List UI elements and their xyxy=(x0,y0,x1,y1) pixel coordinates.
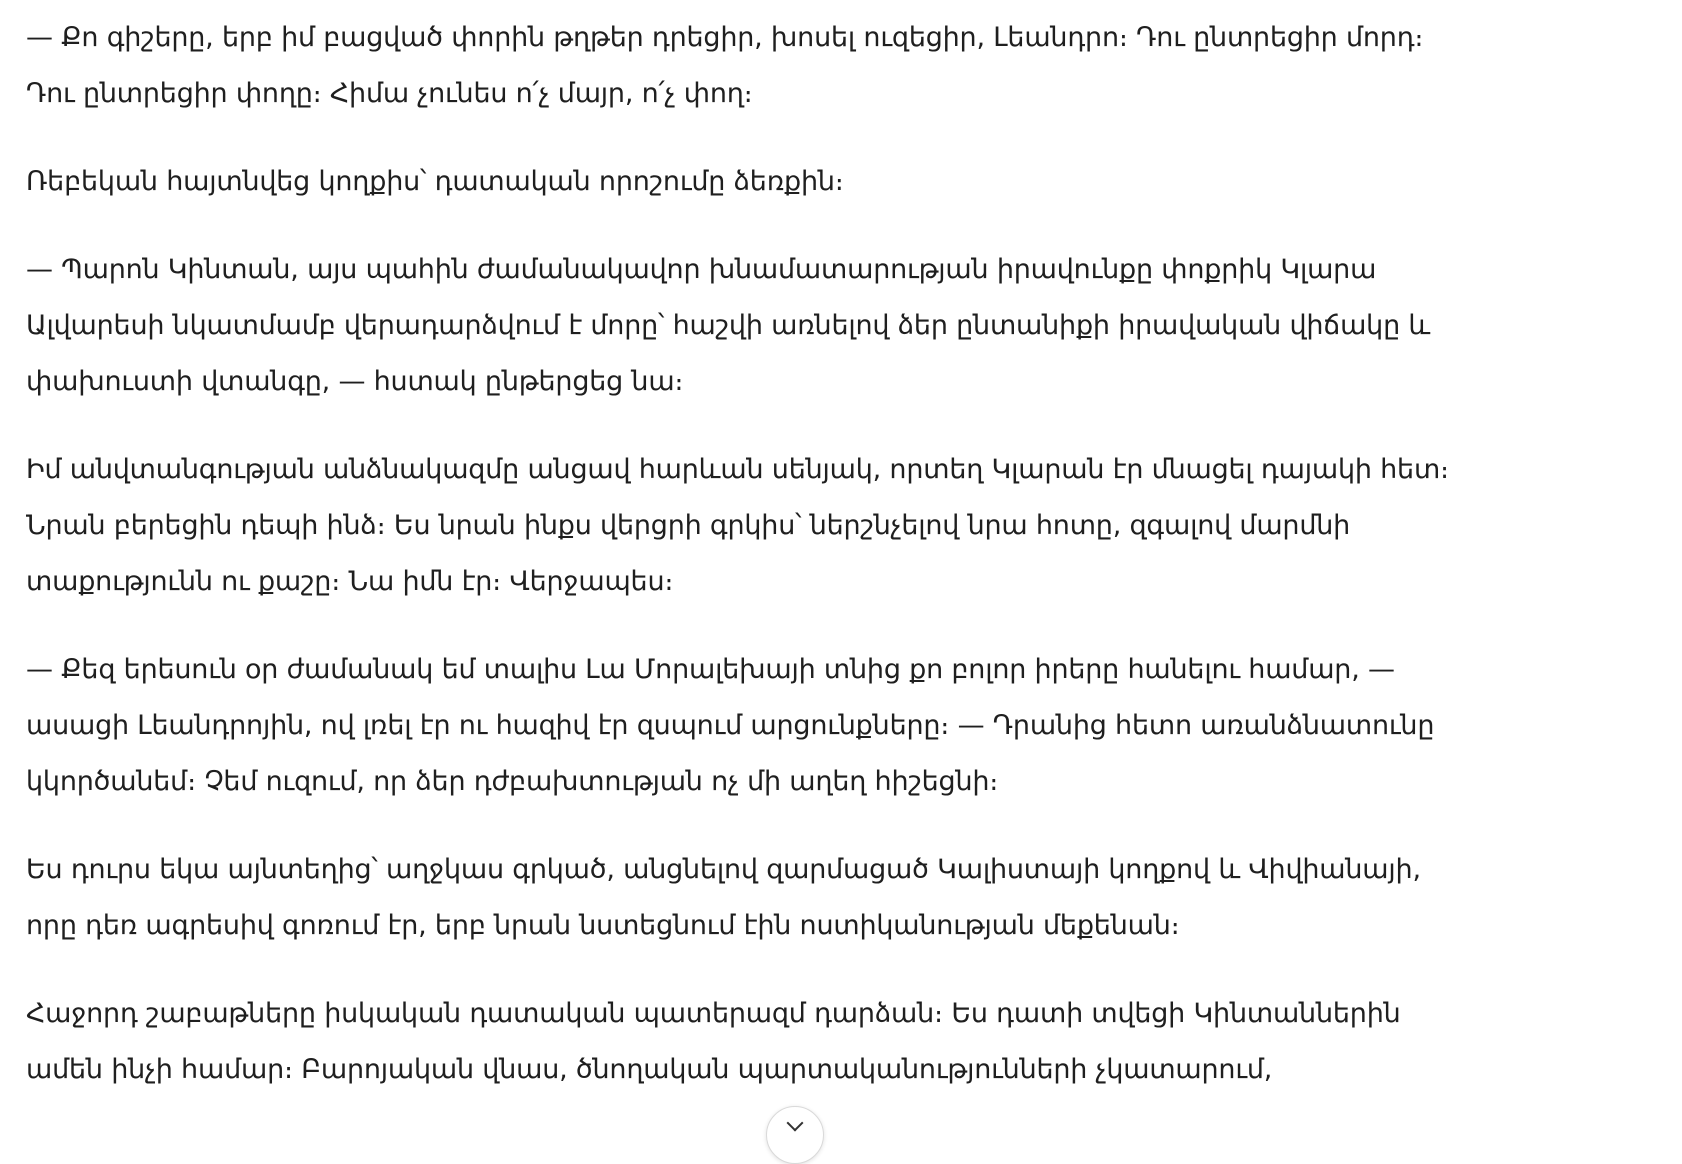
text-line: Ալվարեսի նկատմամբ վերադարձվում է մորը՝ հաշվի առնելով ձեր ընտանիքի իրավական վիճակը և xyxy=(26,310,1431,341)
paragraph xyxy=(26,642,1626,810)
text-line: Ռեբեկան հայտնվեց կողքիս՝ դատական որոշումը ձեռքին։ xyxy=(26,166,844,197)
text-line: — Պարոն Կինտան, այս պահին ժամանակավոր խնամատարության իրավունքը փոքրիկ Կլարա xyxy=(26,254,1377,285)
text-line: — Քո գիշերը, երբ իմ բացված փորին թղթեր դրեցիր, խոսել ուզեցիր, Լեանդրո։ Դու ընտրեցիր մորդ։ xyxy=(26,22,1424,53)
chevron-down-icon xyxy=(787,1115,804,1132)
paragraph xyxy=(26,442,1626,610)
paragraph xyxy=(26,842,1626,954)
paragraph xyxy=(26,10,1626,122)
text-line: ամեն ինչի համար։ Բարոյական վնաս, ծնողական պարտականությունների չկատարում, xyxy=(26,1054,1273,1085)
text-line: Ես դուրս եկա այնտեղից՝ աղջկաս գրկած, անցնելով զարմացած Կալիստայի կողքով և Վիվիանայի, xyxy=(26,854,1421,885)
text-line: Հաջորդ շաբաթները իսկական դատական պատերազմ դարձան։ Ես դատի տվեցի Կինտաններին xyxy=(26,998,1401,1029)
paragraph xyxy=(26,154,1626,210)
document-body xyxy=(26,10,1626,1130)
text-line: տաքությունն ու քաշը։ Նա իմն էր։ Վերջապես։ xyxy=(26,566,674,597)
paragraph xyxy=(26,242,1626,410)
text-line: կկործանեմ։ Չեմ ուզում, որ ձեր դժբախտության ոչ մի աղեղ հիշեցնի։ xyxy=(26,766,999,797)
text-line: Իմ անվտանգության անձնակազմը անցավ հարևան սենյակ, որտեղ Կլարան էր մնացել դայակի հետ։ xyxy=(26,454,1449,485)
text-line: — Քեզ երեսուն օր ժամանակ եմ տալիս Լա Մորալեխայի տնից քո բոլոր իրերը հանելու համար, — xyxy=(26,654,1395,685)
text-line: Դու ընտրեցիր փողը։ Հիմա չունես ո՛չ մայր, ո՛չ փող։ xyxy=(26,78,753,109)
text-line: Նրան բերեցին դեպի ինձ։ Ես նրան ինքս վերցրի գրկիս՝ ներշնչելով նրա հոտը, զգալով մարմնի xyxy=(26,510,1351,541)
paragraph xyxy=(26,986,1626,1098)
scroll-down-button[interactable] xyxy=(766,1106,824,1164)
text-line: փախուստի վտանգը, — հստակ ընթերցեց նա։ xyxy=(26,366,684,397)
text-line: ասացի Լեանդրոյին, ով լռել էր ու հազիվ էր զսպում արցունքները։ — Դրանից հետո առանձնատունը xyxy=(26,710,1435,741)
text-line: որը դեռ ագրեսիվ գոռում էր, երբ նրան նստեցնում էին ոստիկանության մեքենան։ xyxy=(26,910,1180,941)
